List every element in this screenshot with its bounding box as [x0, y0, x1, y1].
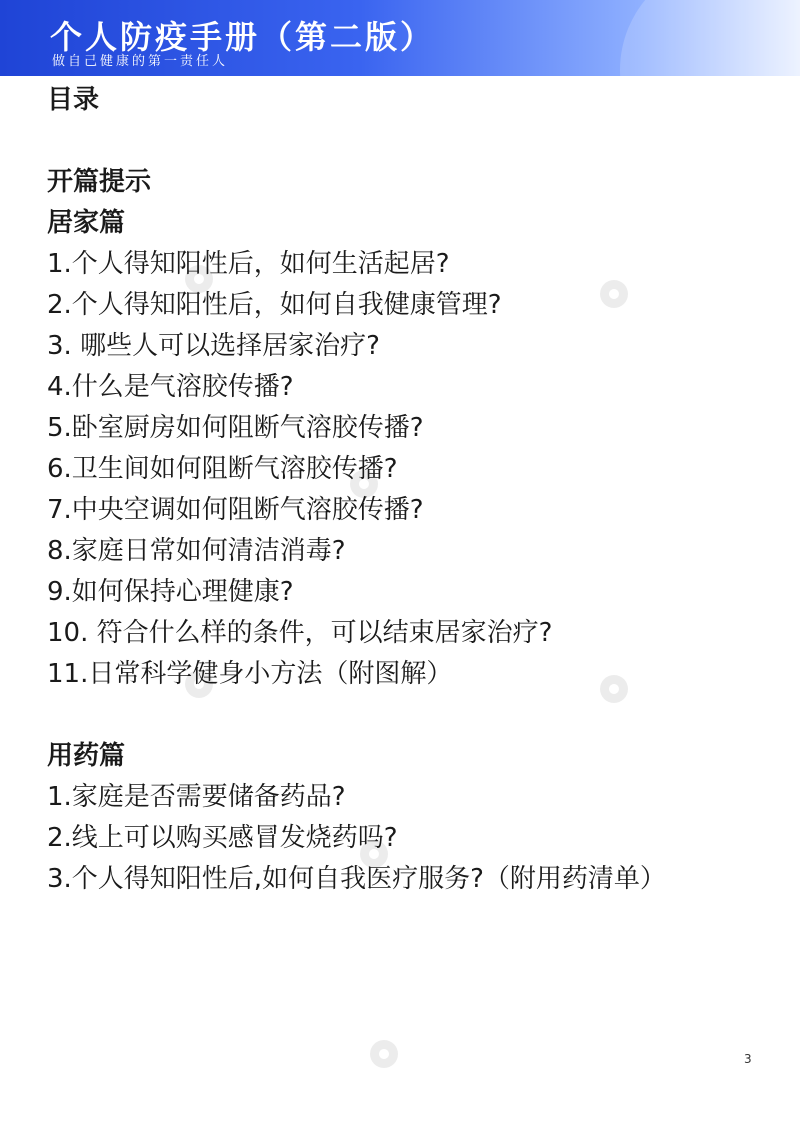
toc-intro-heading: 开篇提示 — [47, 167, 152, 197]
toc-item: 7.中央空调如何阻断气溶胶传播? — [47, 495, 424, 525]
header-banner — [0, 0, 800, 76]
toc-item: 4.什么是气溶胶传播? — [47, 372, 294, 402]
toc-item: 1.家庭是否需要储备药品? — [47, 782, 346, 812]
spacer — [47, 121, 787, 162]
table-of-contents — [47, 80, 787, 900]
document-title: 个人防疫手册（第二版） — [50, 18, 436, 56]
medicine-section-heading: 用药篇 — [47, 741, 126, 771]
toc-item: 11.日常科学健身小方法（附图解） — [47, 659, 453, 689]
toc-item: 2.个人得知阳性后，如何自我健康管理? — [47, 290, 502, 320]
toc-title: 目录 — [47, 85, 100, 115]
toc-item: 2.线上可以购买感冒发烧药吗? — [47, 823, 398, 853]
toc-item: 1.个人得知阳性后，如何生活起居? — [47, 249, 450, 279]
toc-item: 9.如何保持心理健康? — [47, 577, 294, 607]
toc-item: 8.家庭日常如何清洁消毒? — [47, 536, 346, 566]
watermark-logo-icon — [366, 1036, 402, 1072]
toc-item: 5.卧室厨房如何阻断气溶胶传播? — [47, 413, 424, 443]
page-number: 3 — [744, 1052, 752, 1066]
document-subtitle: 做自己健康的第一责任人 — [52, 54, 229, 69]
toc-item: 3. 哪些人可以选择居家治疗? — [47, 331, 380, 361]
toc-item: 3.个人得知阳性后,如何自我医疗服务?（附用药清单） — [47, 864, 666, 894]
toc-item: 10. 符合什么样的条件，可以结束居家治疗? — [47, 618, 553, 648]
spacer — [47, 695, 787, 736]
home-section-heading: 居家篇 — [47, 208, 126, 238]
toc-item: 6.卫生间如何阻断气溶胶传播? — [47, 454, 398, 484]
banner-decoration — [620, 0, 800, 76]
